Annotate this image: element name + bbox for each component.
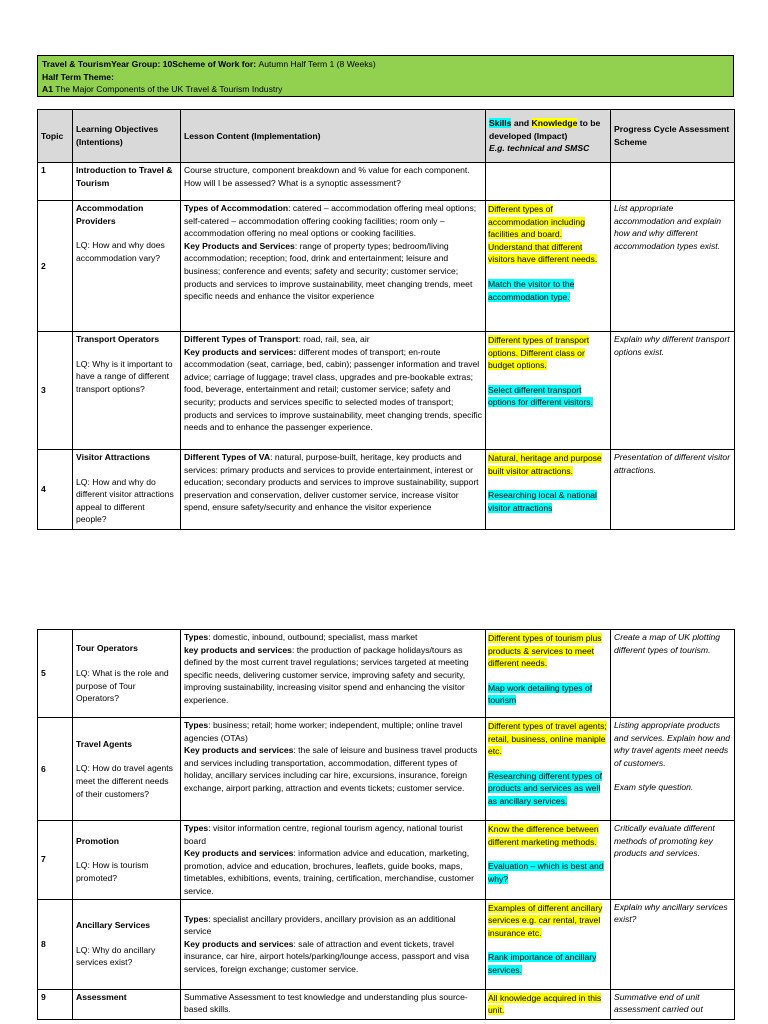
skills-cell: Different types of tourism plus products & services to meet different needs. Map work detailing types of tourism [486,630,611,718]
topic-number: 9 [38,989,73,1019]
table-row [38,332,735,450]
content-cell: Different Types of VA: natural, purpose-built, heritage, key products and services: primary products and services to provide entertainment, interest or education; secondary products and services to improve sustainability, support preservation and conservation, deliver customer service, increase visitor spend, ensure safety/security and enhance the visitor experience [181,450,486,530]
col-header-objectives: Learning Objectives (Intentions) [73,110,181,163]
progress-cell: Presentation of different visitor attractions. [611,450,735,530]
content-cell: Summative Assessment to test knowledge and understanding plus source-based skills. [181,989,486,1019]
progress-cell: Critically evaluate different methods of promoting key products and services. [611,821,735,900]
subject-title: Travel & Tourism [42,59,112,69]
table-row [38,899,735,989]
content-cell: Types: domestic, inbound, outbound; specialist, mass market key products and services: the production of package holidays/tours as defined by the most current travel regulations; services targeted at meeting specific needs, delivering customer service, improving safety and security, improving sustainability, increasing visitor spend and enhancing the visitor experience. [181,630,486,718]
progress-cell: Create a map of UK plotting different types of tourism. [611,630,735,718]
content-cell: Course structure, component breakdown and % value for each component. How will I be assessed? What is a synoptic assessment? [181,163,486,201]
year-group-label: Year Group: [111,59,161,69]
progress-cell: Summative end of unit assessment carried out [611,989,735,1019]
scheme-label: Scheme of Work for: [172,59,257,69]
col-header-content: Lesson Content (Implementation) [181,110,486,163]
unit-title: A1 The Major Components of the UK Travel & Tourism Industry [42,84,283,94]
content-cell: Types: visitor information centre, regional tourism agency, national tourist board Key products and services: information advice and education, marketing, promotion, advice and education, brochures, leaflets, guide books, maps, timetables, exhibitions, events, training, certification, merchandise, customer service. [181,821,486,900]
col-header-progress: Progress Cycle Assessment Scheme [611,110,735,163]
objective-cell: Introduction to Travel & Tourism [73,163,181,201]
scheme-header [37,55,734,97]
objective-cell: Accommodation Providers LQ: How and why does accommodation vary? [73,201,181,332]
topic-number: 3 [38,332,73,450]
skills-cell: Different types of travel agents; retail, business, online maniple etc. Researching different types of products and services as well as ancillary services. [486,718,611,821]
skills-cell: Natural, heritage and purpose built visitor attractions. Researching local & national visitor attractions [486,450,611,530]
topic-number: 7 [38,821,73,900]
col-header-skills: Skills and Knowledge to be developed (Impact) E.g. technical and SMSC [486,110,611,163]
topic-number: 6 [38,718,73,821]
topic-number: 2 [38,201,73,332]
topic-number: 5 [38,630,73,718]
table-row [38,163,735,201]
objective-cell: Ancillary Services LQ: Why do ancillary services exist? [73,899,181,989]
objective-cell: Transport Operators LQ: Why is it important to have a range of different transport options? [73,332,181,450]
skills-cell: All knowledge acquired in this unit. [486,989,611,1019]
content-cell: Different Types of Transport: road, rail, sea, air Key products and services: different modes of transport; en-route accommodation (seat, carriage, bed, cabin); passenger information and travel advice; carriage of luggage; travel class, upgrades and pre-bookable extras; food, beverage, entertainment and retail; customer service; safety and security; products and services specific to selected modes of transport; products and services to improve sustainability, meet changing trends, specific needs and to enhance the passenger experience. [181,332,486,450]
topic-number: 1 [38,163,73,201]
header-row-1 [42,58,729,71]
topic-number: 4 [38,450,73,530]
table-row [38,989,735,1019]
table-row [38,821,735,900]
skills-cell: Different types of transport options. Different class or budget options. Select different transport options for different visitors. [486,332,611,450]
skills-cell: Different types of accommodation including facilities and board. Understand that different visitors have different needs. Match the visitor to the accommodation type. [486,201,611,332]
progress-cell: Listing appropriate products and services. Explain how and why travel agents meet needs of customers. Exam style question. [611,718,735,821]
progress-cell: Explain why ancillary services exist? [611,899,735,989]
table-row [38,630,735,718]
content-cell: Types of Accommodation: catered – accommodation offering meal options; self-catered – accommodation offering cooking facilities; room only – accommodation offering no meal options or cooking facilities. Key Products and Services: range of property types; bedroom/living accommodation; reception; food, drink and entertainment; leisure and business; conference and events; safety and security; customer service; products and services to improve sustainability, meet changing trends, meet specific needs and enhance the visitor experience [181,201,486,332]
scheme-table-part-1 [37,109,735,530]
skills-cell: Know the difference between different marketing methods. Evaluation – which is best and why? [486,821,611,900]
content-cell: Types: business; retail; home worker; independent, multiple; online travel agencies (OTAs) Key products and services: the sale of leisure and business travel products and services including transportation, accommodation, different types of holiday, ancillary services including car hire, excursions, insurance, foreign exchange, airport parking, attraction and events tickets; customer service. [181,718,486,821]
skills-cell: Examples of different ancillary services e.g. car rental, travel insurance etc. Rank importance of ancillary services. [486,899,611,989]
progress-cell: List appropriate accommodation and explain how and why different accommodation types exist. [611,201,735,332]
content-cell: Types: specialist ancillary providers, ancillary provision as an additional service Key products and services: sale of attraction and event tickets, travel insurance, car hire, airport hotels/parking/lounge access, passport and visa services, foreign exchange; customer service. [181,899,486,989]
theme-label: Half Term Theme: [42,71,114,82]
objective-cell: Promotion LQ: How is tourism promoted? [73,821,181,900]
objective-cell: Tour Operators LQ: What is the role and purpose of Tour Operators? [73,630,181,718]
topic-number: 8 [38,899,73,989]
col-header-topic: Topic [38,110,73,163]
year-group-value: 10 [162,59,173,69]
scheme-table-part-2 [37,629,735,1020]
table-row [38,201,735,332]
scheme-value: Autumn Half Term 1 (8 Weeks) [258,59,376,69]
table-row [38,450,735,530]
table-header-row [38,110,735,163]
progress-cell: Explain why different transport options exist. [611,332,735,450]
objective-cell: Travel Agents LQ: How do travel agents meet the different needs of their customers? [73,718,181,821]
table-row [38,718,735,821]
progress-cell [611,163,735,201]
skills-cell [486,163,611,201]
objective-cell: Visitor Attractions LQ: How and why do different visitor attractions appeal to different people? [73,450,181,530]
objective-cell: Assessment [73,989,181,1019]
